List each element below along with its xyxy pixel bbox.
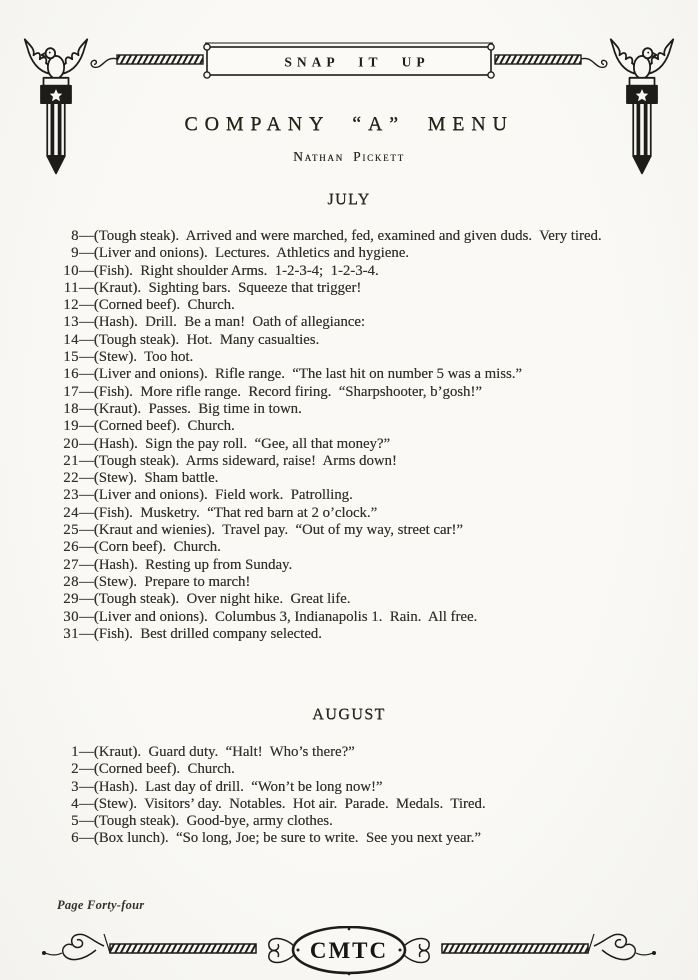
entry-day: 18: [63, 400, 79, 417]
entry-text: (Tough steak). Arms sideward, raise! Arms down!: [93, 452, 397, 469]
entry-text: (Liver and onions). Rifle range. “The last hit on number 5 was a miss.”: [93, 366, 522, 383]
menu-entry: [56, 813, 648, 830]
entry-text: (Tough steak). Over night hike. Great life.: [93, 591, 351, 608]
entry-dash: —: [79, 470, 94, 487]
entry-text: (Hash). Sign the pay roll. “Gee, all that money?”: [93, 435, 391, 452]
entry-text: (Hash). Last day of drill. “Won’t be long now!”: [93, 778, 383, 795]
entry-day: 2: [71, 761, 79, 778]
entry-dash: —: [79, 795, 94, 812]
entry-text: (Liver and onions). Lectures. Athletics and hygiene.: [93, 245, 409, 262]
menu-entry: [56, 609, 648, 626]
menu-entry: [56, 830, 648, 847]
menu-entry: [56, 245, 648, 262]
menu-entry: [56, 591, 648, 608]
menu-entry: [56, 332, 648, 349]
entry-text: (Corned beef). Church.: [93, 297, 235, 314]
menu-entry: [56, 539, 648, 556]
entry-dash: —: [79, 556, 94, 573]
menu-entry: [56, 626, 648, 643]
entry-day: 31: [63, 625, 79, 642]
entry-dash: —: [79, 830, 94, 847]
section-heading-august: AUGUST: [312, 706, 386, 723]
menu-entries-august: [56, 744, 648, 848]
entry-day: 22: [63, 470, 79, 487]
entry-day: 20: [63, 435, 79, 452]
menu-entry: [56, 297, 648, 314]
menu-entry: [56, 228, 648, 245]
menu-entry: [56, 366, 648, 383]
section-heading-july: JULY: [327, 191, 371, 208]
entry-day: 9: [71, 245, 79, 262]
menu-entry: [56, 401, 648, 418]
entry-day: 12: [63, 297, 79, 314]
menu-entry: [56, 557, 648, 574]
entry-dash: —: [79, 366, 94, 383]
entry-day: 5: [71, 813, 79, 830]
entry-dash: —: [79, 504, 94, 521]
entry-day: 24: [63, 504, 79, 521]
entry-day: 21: [63, 452, 79, 469]
menu-entry: [56, 349, 648, 366]
entry-day: 19: [63, 418, 79, 435]
entry-dash: —: [79, 228, 94, 244]
entry-dash: —: [79, 245, 94, 262]
entry-day: 15: [63, 349, 79, 366]
entry-day: 25: [63, 522, 79, 539]
entry-day: 23: [63, 487, 79, 504]
byline: Nathan Pickett: [293, 149, 405, 164]
menu-entry: [56, 487, 648, 504]
entry-dash: —: [79, 349, 94, 366]
menu-entry: [56, 314, 648, 331]
entry-text: (Tough steak). Hot. Many casualties.: [93, 331, 320, 348]
entry-dash: —: [79, 452, 94, 469]
entry-text: (Stew). Sham battle.: [93, 470, 219, 487]
menu-entry: [56, 436, 648, 453]
entry-text: (Tough steak). Arrived and were marched, fed, examined and given duds. Very tired.: [93, 228, 602, 244]
entry-dash: —: [79, 522, 94, 539]
entry-day: 13: [63, 314, 79, 331]
entry-text: (Corn beef). Church.: [93, 539, 221, 556]
entry-text: (Kraut). Sighting bars. Squeeze that trigger!: [93, 279, 362, 296]
entry-dash: —: [79, 314, 94, 331]
menu-entry: [56, 779, 648, 796]
menu-entry: [56, 796, 648, 813]
menu-entry: [56, 418, 648, 435]
entry-day: 8: [71, 228, 79, 244]
entry-text: (Stew). Too hot.: [93, 349, 194, 366]
entry-text: (Tough steak). Good-bye, army clothes.: [93, 813, 333, 830]
entry-day: 28: [63, 573, 79, 590]
entry-day: 27: [63, 556, 79, 573]
menu-entry: [56, 280, 648, 297]
header-banner: [87, 40, 611, 88]
entry-text: (Fish). Best drilled company selected.: [93, 625, 322, 642]
entry-dash: —: [79, 297, 94, 314]
banner-label: SNAP IT UP: [284, 54, 430, 70]
entry-text: (Fish). More rifle range. Record firing. “Sharpshooter, b’gosh!”: [93, 383, 482, 400]
entry-day: 16: [63, 366, 79, 383]
menu-entry: [56, 761, 648, 778]
entry-dash: —: [79, 487, 94, 504]
page-title: COMPANY “A” MENU: [184, 113, 514, 135]
entry-dash: —: [79, 539, 94, 556]
entry-dash: —: [79, 331, 94, 348]
entry-dash: —: [79, 383, 94, 400]
menu-entry: [56, 384, 648, 401]
entry-text: (Stew). Visitors’ day. Notables. Hot air. Parade. Medals. Tired.: [93, 795, 486, 812]
menu-entry: [56, 574, 648, 591]
entry-day: 17: [63, 383, 79, 400]
entry-text: (Fish). Right shoulder Arms. 1-2-3-4; 1-2-3-4.: [93, 262, 379, 279]
menu-entries-july: [56, 228, 648, 643]
entry-day: 14: [63, 331, 79, 348]
entry-dash: —: [79, 262, 94, 279]
entry-dash: —: [79, 279, 94, 296]
menu-entry: [56, 744, 648, 761]
entry-text: (Box lunch). “So long, Joe; be sure to write. See you next year.”: [93, 830, 481, 847]
entry-text: (Liver and onions). Field work. Patrolling.: [93, 487, 353, 504]
entry-day: 10: [63, 262, 79, 279]
entry-day: 26: [63, 539, 79, 556]
entry-text: (Hash). Drill. Be a man! Oath of allegiance:: [93, 314, 365, 331]
entry-day: 6: [71, 830, 79, 847]
entry-text: (Hash). Resting up from Sunday.: [93, 556, 293, 573]
entry-dash: —: [79, 418, 94, 435]
entry-day: 29: [63, 591, 79, 608]
menu-entry: [56, 470, 648, 487]
entry-dash: —: [79, 435, 94, 452]
entry-dash: —: [79, 813, 94, 830]
entry-dash: —: [79, 573, 94, 590]
menu-entry: [56, 505, 648, 522]
entry-text: (Corned beef). Church.: [93, 761, 235, 778]
entry-day: 3: [71, 778, 79, 795]
entry-text: (Stew). Prepare to march!: [93, 573, 251, 590]
entry-dash: —: [79, 744, 94, 760]
entry-text: (Kraut and wienies). Travel pay. “Out of my way, street car!”: [93, 522, 463, 539]
page-number-label: Page Forty-four: [57, 898, 145, 912]
entry-day: 30: [63, 608, 79, 625]
entry-text: (Fish). Musketry. “That red barn at 2 o’clock.”: [93, 504, 378, 521]
entry-dash: —: [79, 591, 94, 608]
entry-text: (Liver and onions). Columbus 3, Indianapolis 1. Rain. All free.: [93, 608, 478, 625]
entry-day: 1: [71, 744, 79, 760]
entry-dash: —: [79, 400, 94, 417]
monogram-label: CMTC: [309, 938, 389, 963]
menu-entry: [56, 453, 648, 470]
entry-day: 4: [71, 795, 79, 812]
entry-text: (Kraut). Guard duty. “Halt! Who’s there?”: [93, 744, 355, 760]
entry-dash: —: [79, 778, 94, 795]
entry-dash: —: [79, 608, 94, 625]
entry-day: 11: [63, 279, 79, 296]
footer-band: [32, 926, 666, 980]
entry-dash: —: [79, 625, 94, 642]
menu-entry: [56, 263, 648, 280]
entry-text: (Kraut). Passes. Big time in town.: [93, 400, 302, 417]
menu-entry: [56, 522, 648, 539]
entry-dash: —: [79, 761, 94, 778]
entry-text: (Corned beef). Church.: [93, 418, 235, 435]
